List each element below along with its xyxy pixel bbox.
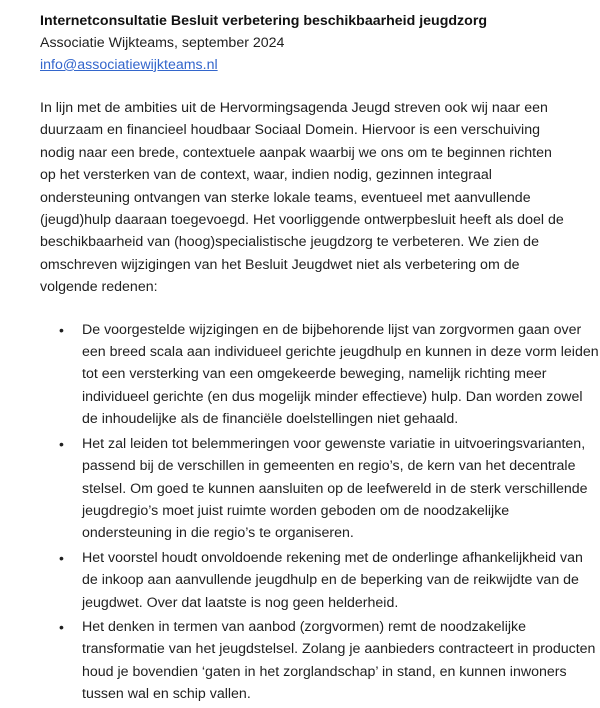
reasons-list <box>40 319 599 706</box>
list-item-text: Het zal leiden tot belemmeringen voor gewenste variatie in uitvoeringsvarianten, passend bij de verschillen in gemeenten en regio’s, de kern van het decentrale stelsel. Om goed te kunnen aansluiten op de leefwereld in de sterk verschillende jeugdregio’s moet juist ruimte worden geboden om de noodzakelijke ondersteuning in die regio’s te organiseren. <box>82 435 588 542</box>
list-item-text: Het voorstel houdt onvoldoende rekening met de onderlinge afhankelijkheid van de inkoop aan aanvullende jeugdhulp en de beperking van de reikwijdte van de jeugdwet. Over dat laatste is nog geen helderheid. <box>82 549 583 611</box>
document-subtitle: Associatie Wijkteams, september 2024 <box>40 35 285 51</box>
list-item <box>40 433 600 545</box>
bullet-icon: • <box>59 435 64 452</box>
list-item <box>40 319 600 431</box>
list-item-text: Het denken in termen van aanbod (zorgvormen) remt de noodzakelijke transformatie van het jeugdstelsel. Zolang je aanbieders contracteert in producten houd je bovendien ‘gaten in het zorglandschap’ in stand, en kunnen inwoners tussen wal en schip vallen. <box>82 618 596 703</box>
bullet-icon: • <box>59 321 64 338</box>
list-item-text: De voorgestelde wijzigingen en de bijbehorende lijst van zorgvormen gaan over een breed scala aan individueel gerichte jeugdhulp en kunnen in deze vorm leiden tot een versterking van een omgekeerde beweging, namelijk richting meer individueel gerichte (en dus mogelijk minder effectieve) hulp. Dan worden zowel de inhoudelijke als de financiële doelstellingen niet gehaald. <box>82 321 599 428</box>
intro-paragraph: In lijn met de ambities uit de Hervormingsagenda Jeugd streven ook wij naar een duurzaam en financieel houdbaar Sociaal Domein. Hiervoor is een verschuiving nodig naar een brede, contextuele aanpak waarbij we ons om te beginnen richten op het versterken van de context, waar, indien nodig, gezinnen integraal ondersteuning ontvangen van sterke lokale teams, eventueel met aanvullende (jeugd)hulp daaraan toegevoegd. Het voorliggende ontwerpbesluit heeft als doel de beschikbaarheid van (hoog)specialistische jeugdzorg te verbeteren. We zien de omschreven wijzigingen van het Besluit Jeugdwet niet als verbetering om de volgende redenen: <box>40 100 564 296</box>
document-page <box>40 10 599 708</box>
list-item <box>40 616 600 706</box>
list-item <box>40 547 600 614</box>
email-link[interactable]: info@associatiewijkteams.nl <box>40 57 218 73</box>
document-title: Internetconsultatie Besluit verbetering beschikbaarheid jeugdzorg <box>40 13 488 29</box>
bullet-icon: • <box>59 549 64 566</box>
bullet-icon: • <box>59 618 64 635</box>
